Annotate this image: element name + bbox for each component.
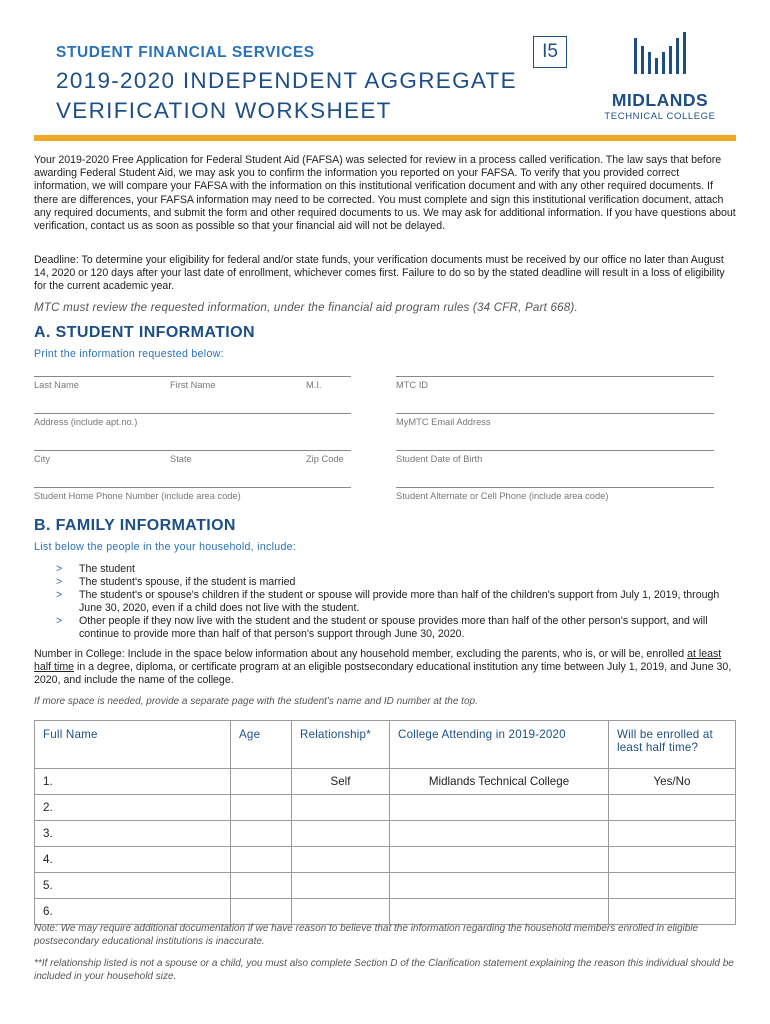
column-header-relationship: Relationship* bbox=[292, 721, 390, 769]
middle-initial-label: M.I. bbox=[306, 380, 322, 390]
age-cell[interactable] bbox=[231, 769, 292, 795]
section-b-instructions: List below the people in the your household, include: bbox=[34, 541, 297, 553]
table-row bbox=[35, 899, 736, 925]
row-number[interactable]: 4. bbox=[35, 847, 231, 873]
form-title-line-2: VERIFICATION WORKSHEET bbox=[56, 98, 392, 123]
name-field-line[interactable] bbox=[34, 376, 351, 377]
table-row bbox=[35, 795, 736, 821]
department-name: STUDENT FINANCIAL SERVICES bbox=[56, 44, 315, 61]
deadline-paragraph: Deadline: To determine your eligibility for federal and/or state funds, your verification documents must be received by our office no later than August 14, 2020 or 120 days after your last date of enrollment, whichever comes first. Failure to do so by the stated deadline will result in a loss of eligibility for the current academic year. bbox=[34, 254, 725, 293]
half-time-emphasis: at least half time bbox=[34, 648, 722, 674]
table-row bbox=[35, 847, 736, 873]
relationship-footnote: **If relationship listed is not a spouse or a child, you must also complete Section D of the Clarification statement explaining the reason this individual should be included in your household size. bbox=[34, 958, 734, 983]
table-row bbox=[35, 769, 736, 795]
column-header-age: Age bbox=[231, 721, 292, 769]
relationship-cell[interactable] bbox=[292, 873, 390, 899]
column-header-full-name: Full Name bbox=[35, 721, 231, 769]
mtc-id-label: MTC ID bbox=[396, 380, 429, 390]
address-label: Address (include apt.no.) bbox=[34, 417, 138, 427]
home-phone-field-line[interactable] bbox=[34, 487, 351, 488]
relationship-cell[interactable] bbox=[292, 795, 390, 821]
section-b-heading: B. FAMILY INFORMATION bbox=[34, 517, 236, 534]
table-header-row bbox=[35, 721, 736, 769]
row-number[interactable]: 3. bbox=[35, 821, 231, 847]
row-number[interactable]: 1. bbox=[35, 769, 231, 795]
list-item-text: The student's spouse, if the student is married bbox=[79, 576, 296, 588]
relationship-cell[interactable]: Self bbox=[292, 769, 390, 795]
email-field-line[interactable] bbox=[396, 413, 714, 414]
column-header-college: College Attending in 2019-2020 bbox=[390, 721, 609, 769]
number-in-college-paragraph bbox=[34, 648, 736, 688]
household-table bbox=[34, 720, 736, 925]
enrollment-cell[interactable] bbox=[609, 821, 736, 847]
bullet-chevron-icon: > bbox=[56, 615, 63, 627]
bullet-chevron-icon: > bbox=[56, 576, 63, 588]
state-label: State bbox=[170, 454, 192, 464]
list-item-text: The student bbox=[79, 563, 135, 575]
home-phone-label: Student Home Phone Number (include area code) bbox=[34, 491, 241, 501]
college-cell[interactable] bbox=[390, 847, 609, 873]
enrollment-cell[interactable] bbox=[609, 899, 736, 925]
column-header-enrollment: Will be enrolled at least half time? bbox=[609, 721, 736, 769]
dob-field-line[interactable] bbox=[396, 450, 714, 451]
zip-code-label: Zip Code bbox=[306, 454, 344, 464]
row-number[interactable]: 6. bbox=[35, 899, 231, 925]
documentation-note: Note: We may require additional documentation if we have reason to believe that the information regarding the household members enrolled in eligible postsecondary educational institutions is inaccurate. bbox=[34, 923, 699, 948]
enrollment-cell[interactable] bbox=[609, 795, 736, 821]
header-divider bbox=[34, 135, 736, 141]
last-name-label: Last Name bbox=[34, 380, 79, 390]
bullet-chevron-icon: > bbox=[56, 589, 63, 601]
bullet-chevron-icon: > bbox=[56, 563, 63, 575]
city-state-zip-field-line[interactable] bbox=[34, 450, 351, 451]
email-label: MyMTC Email Address bbox=[396, 417, 491, 427]
regulation-note: MTC must review the requested information, under the financial aid program rules (34 CFR, Part 668). bbox=[34, 301, 578, 314]
college-logo bbox=[600, 32, 720, 124]
table-row bbox=[35, 873, 736, 899]
enrollment-cell[interactable] bbox=[609, 873, 736, 899]
mtc-id-field-line[interactable] bbox=[396, 376, 714, 377]
college-logo-name: MIDLANDS bbox=[611, 90, 709, 110]
relationship-cell[interactable] bbox=[292, 847, 390, 873]
relationship-cell[interactable] bbox=[292, 821, 390, 847]
date-of-birth-label: Student Date of Birth bbox=[396, 454, 483, 464]
intro-paragraph: Your 2019-2020 Free Application for Federal Student Aid (FAFSA) was selected for review in a process called verification. The law says that before awarding Federal Student Aid, we may ask you to confirm the information you reported on your FAFSA. To verify that you provided correct information, we will compare your FAFSA with the information on this institutional verification document and with any other required documents. If there are differences, your FAFSA information may need to be corrected. You must complete and sign this institutional verification document, attach any required documents, and submit the form and other required documents to us. We may ask for additional information. If you have questions about verification, contact us as soon as possible so that your financial aid will not be delayed. bbox=[34, 154, 736, 233]
college-text-end: in a degree, diploma, or certificate program at an eligible postsecondary educational institution any time between July 1, 2019, and June 30, 2020, and include the name of the college. bbox=[34, 661, 732, 687]
age-cell[interactable] bbox=[231, 899, 292, 925]
relationship-cell[interactable] bbox=[292, 899, 390, 925]
first-name-label: First Name bbox=[170, 380, 216, 390]
college-logo-subtitle: TECHNICAL COLLEGE bbox=[604, 111, 716, 122]
address-field-line[interactable] bbox=[34, 413, 351, 414]
college-cell[interactable] bbox=[390, 795, 609, 821]
page-header bbox=[34, 0, 736, 150]
cell-phone-field-line[interactable] bbox=[396, 487, 714, 488]
college-cell[interactable] bbox=[390, 821, 609, 847]
list-item-text: Other people if they now live with the student and the student or spouse provides more than half of the other person's support, and will continue to provide more than half of that person's support through June 30, 2020. bbox=[79, 615, 708, 641]
age-cell[interactable] bbox=[231, 821, 292, 847]
age-cell[interactable] bbox=[231, 873, 292, 899]
college-logo-mark-icon bbox=[634, 32, 688, 78]
cell-phone-label: Student Alternate or Cell Phone (include area code) bbox=[396, 491, 609, 501]
age-cell[interactable] bbox=[231, 795, 292, 821]
section-a-heading: A. STUDENT INFORMATION bbox=[34, 324, 255, 341]
city-label: City bbox=[34, 454, 51, 464]
section-a-instructions: Print the information requested below: bbox=[34, 348, 224, 360]
enrollment-cell[interactable]: Yes/No bbox=[609, 769, 736, 795]
college-cell[interactable]: Midlands Technical College bbox=[390, 769, 609, 795]
list-item-text: The student's or spouse's children if the student or spouse will provide more than half of the children's support from July 1, 2019, through June 30, 2020, even if a child does not live with the student. bbox=[79, 589, 720, 615]
college-cell[interactable] bbox=[390, 873, 609, 899]
form-title-line-1: 2019-2020 INDEPENDENT AGGREGATE bbox=[56, 68, 517, 93]
table-row bbox=[35, 821, 736, 847]
college-cell[interactable] bbox=[390, 899, 609, 925]
college-text-start: Number in College: Include in the space below information about any household member, excluding the parents, who is, or will be, enrolled bbox=[34, 648, 688, 660]
row-number[interactable]: 2. bbox=[35, 795, 231, 821]
age-cell[interactable] bbox=[231, 847, 292, 873]
enrollment-cell[interactable] bbox=[609, 847, 736, 873]
form-code-badge: I5 bbox=[533, 36, 567, 68]
extra-space-note: If more space is needed, provide a separate page with the student's name and ID number at the top. bbox=[34, 696, 478, 707]
row-number[interactable]: 5. bbox=[35, 873, 231, 899]
